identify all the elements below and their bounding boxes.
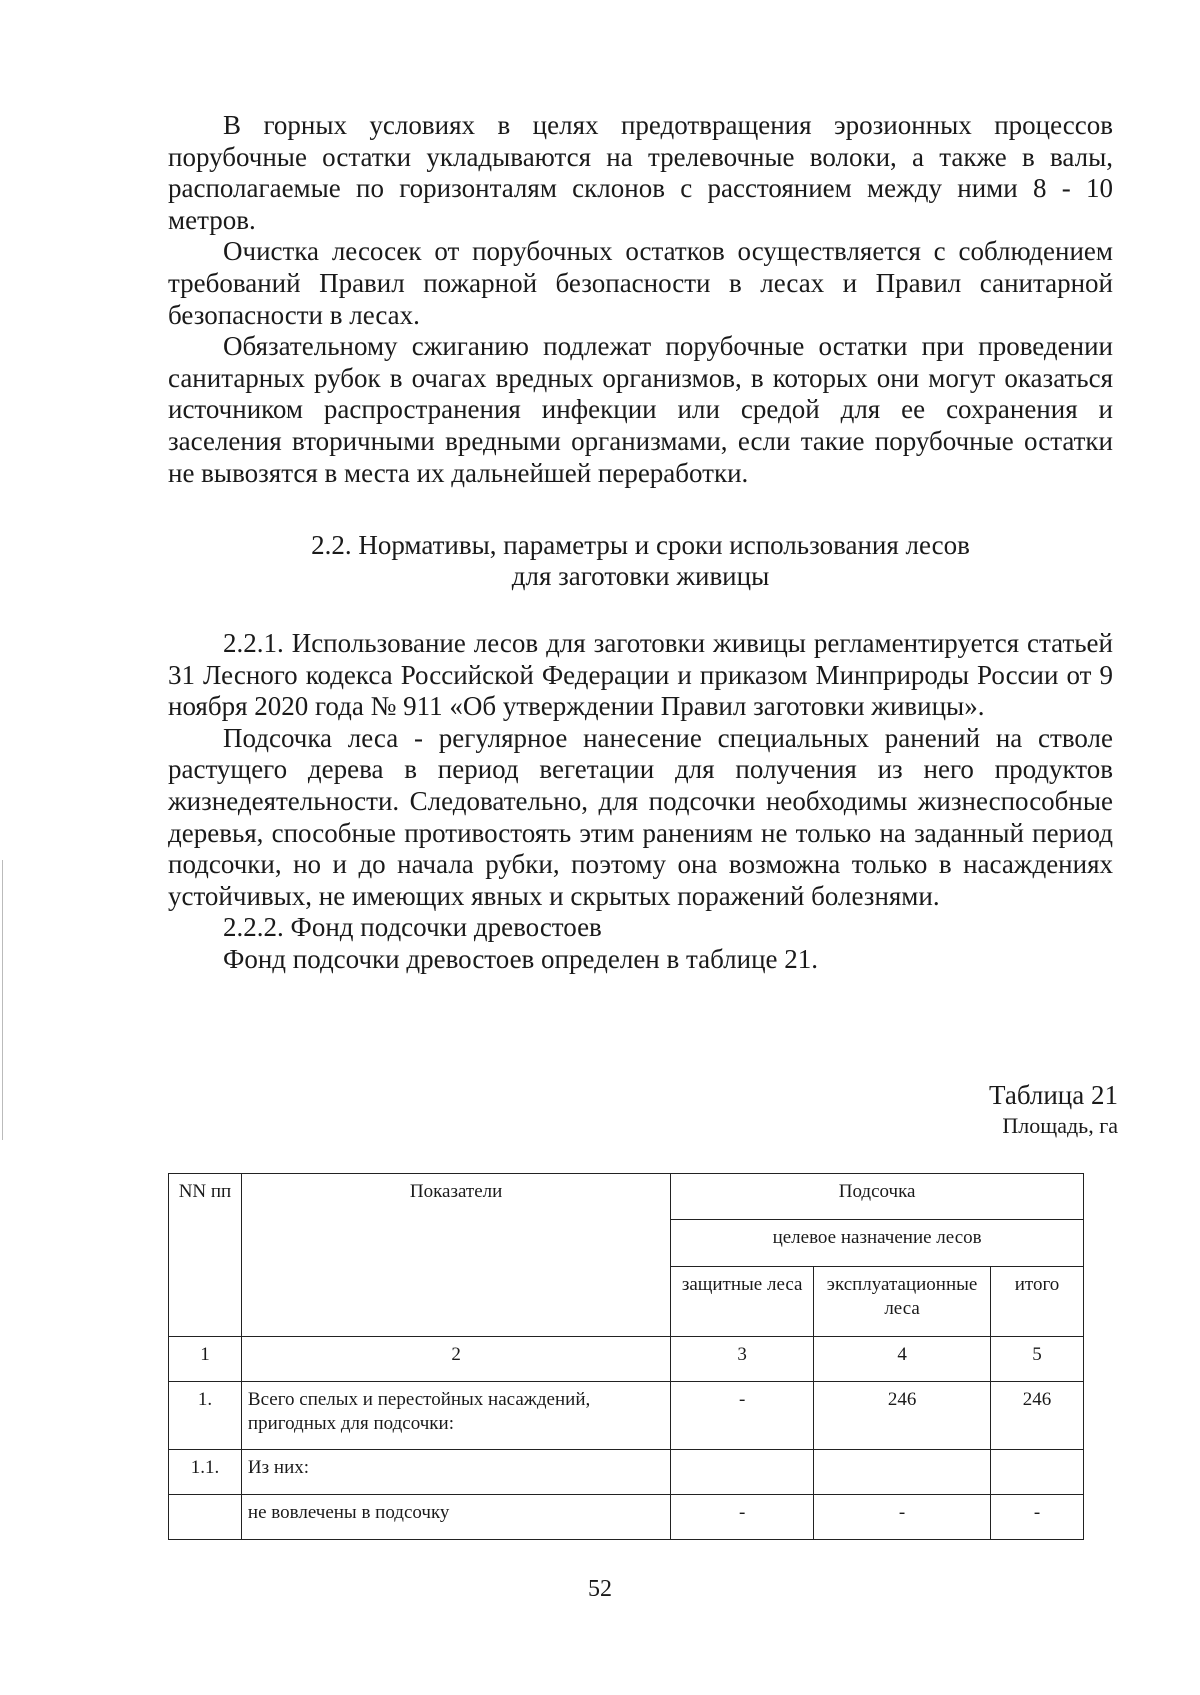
row-nn: 1. [169,1382,242,1450]
row-protective: - [671,1382,814,1450]
paragraph-fund-reference: Фонд подсочки древостоев определен в таблице 21. [223,943,819,974]
section-heading [168,530,1113,592]
tapping-fund-table [168,1173,1084,1540]
section-heading-line2: для заготовки живицы [511,561,770,591]
row-total: 246 [991,1382,1084,1450]
header-tapping: Подсочка [671,1174,1084,1220]
table-row [169,1382,1084,1450]
header-indicators: Показатели [241,1174,670,1337]
row-exploitation: 246 [814,1382,991,1450]
row-exploitation: - [814,1495,991,1540]
paragraph-fund-heading: 2.2.2. Фонд подсочки древостоев [223,912,602,943]
numbering-cell: 4 [814,1337,991,1382]
top-paragraphs [168,110,1113,489]
paragraph-cleaning: Очистка лесосек от порубочных остатков осуществляется с соблюдением требований Правил пожарной безопасности в лесах и Правил санитарной безопасности в лесах. [168,236,1113,330]
row-label: Из них: [241,1450,670,1495]
row-total: - [991,1495,1084,1540]
row-label: не вовлечены в подсочку [241,1495,670,1540]
paragraph-burning: Обязательному сжиганию подлежат порубочные остатки при проведении санитарных рубок в очагах вредных организмов, в которых они могут оказаться источником распространения инфекции или средой для ее сохранения и заселения вторичными вредными организмами, если такие порубочные остатки не вывозятся в места их дальнейшей переработки. [168,331,1113,488]
numbering-cell: 5 [991,1337,1084,1382]
row-nn [169,1495,242,1540]
page-number: 52 [588,1576,612,1602]
table-row [169,1495,1084,1540]
header-purpose: целевое назначение лесов [671,1220,1084,1266]
paragraph-regulation: 2.2.1. Использование лесов для заготовки живицы регламентируется статьей 31 Лесного кодекса Российской Федерации и приказом Минприроды России от 9 ноября 2020 года № 911 «Об утверждении Правил заготовки живицы». [168,628,1113,722]
bottom-paragraphs [168,628,1113,976]
header-nn: NN пп [169,1174,242,1337]
table-header-row [169,1174,1084,1220]
header-exploitation: эксплуатационные леса [814,1266,991,1336]
numbering-cell: 2 [241,1337,670,1382]
numbering-cell: 3 [671,1337,814,1382]
numbering-cell: 1 [169,1337,242,1382]
row-label: Всего спелых и перестойных насаждений, пригодных для подсочки: [241,1382,670,1450]
header-total: итого [991,1266,1084,1336]
row-total [991,1450,1084,1495]
paragraph-erosion: В горных условиях в целях предотвращения эрозионных процессов порубочные остатки укладываются на трелевочные волоки, а также в валы, располагаемые по горизонталям склонов с расстоянием между ними 8 - 10 метров. [168,110,1113,235]
row-protective: - [671,1495,814,1540]
row-nn: 1.1. [169,1450,242,1495]
paragraph-tapping-definition: Подсочка леса - регулярное нанесение специальных ранений на стволе растущего дерева в период вегетации для получения из него продуктов жизнедеятельности. Следовательно, для подсочки необходимы жизнеспособные деревья, способные противостоять этим ранениям не только на заданный период подсочки, но и до начала рубки, поэтому она возможна только в насаждениях устойчивых, не имеющих явных и скрытых поражений болезнями. [168,722,1113,911]
table-title: Таблица 21 [989,1080,1118,1110]
header-protective: защитные леса [671,1266,814,1336]
scan-artifact-line [2,860,3,1140]
row-exploitation [814,1450,991,1495]
table-unit: Площадь, га [1002,1113,1118,1138]
section-heading-line1: 2.2. Нормативы, параметры и сроки использования лесов [311,530,970,560]
table-row [169,1450,1084,1495]
row-protective [671,1450,814,1495]
table-numbering-row [169,1337,1084,1382]
